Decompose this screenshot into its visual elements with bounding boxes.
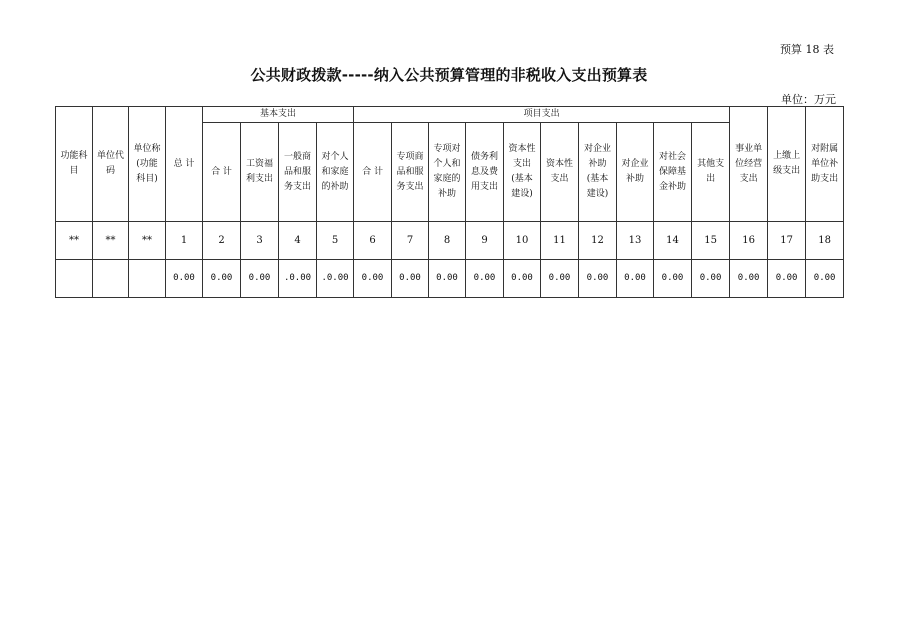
table-cell: 6 [354,222,392,260]
table-cell: 12 [579,222,617,260]
table-cell: 0.00 [579,260,617,298]
header-project-subtotal: 合 计 [354,123,392,222]
table-cell: 3 [241,222,279,260]
table-number: 预算 18 表 [780,43,834,56]
table-cell: .0.00 [317,260,354,298]
table-cell: 15 [692,222,730,260]
table-cell: 17 [768,222,806,260]
header-project-social-security: 对社会保障基金补助 [654,123,692,222]
table-cell: 10 [504,222,541,260]
table-cell: 0.00 [504,260,541,298]
page-title: 公共财政拨款-----纳入公共预算管理的非税收入支出预算表 [250,66,648,84]
table-cell: 0.00 [730,260,768,298]
table-cell: 0.00 [354,260,392,298]
table-cell: 4 [279,222,317,260]
header-project-goods: 专项商品和服务支出 [392,123,429,222]
table-cell: 0.00 [392,260,429,298]
header-business-expense: 事业单位经营支出 [730,107,768,222]
column-number-row [56,222,844,260]
header-basic-goods: 一般商品和服务支出 [279,123,317,222]
value-row [56,260,844,298]
header-unit-code: 单位代码 [93,107,129,222]
table-cell: 0.00 [166,260,203,298]
table-cell: 18 [806,222,844,260]
table-cell: .0.00 [279,260,317,298]
table-cell [56,260,93,298]
table-cell: ** [56,222,93,260]
table-cell: 5 [317,222,354,260]
unit-label: 单位：万元 [781,93,836,106]
table-cell: ** [93,222,129,260]
table-cell: 2 [203,222,241,260]
header-unit-name: 单位称(功能科目) [129,107,166,222]
table-cell: 0.00 [429,260,466,298]
header-project-personal: 专项对个人和家庭的补助 [429,123,466,222]
table-cell: 14 [654,222,692,260]
table-cell: 7 [392,222,429,260]
table-cell: 13 [617,222,654,260]
table-cell: ** [129,222,166,260]
budget-table [55,106,844,298]
table-cell: 0.00 [806,260,844,298]
table-cell [93,260,129,298]
table-cell: 0.00 [241,260,279,298]
header-project-enterprise: 对企业补助 [617,123,654,222]
header-basic-subtotal: 合 计 [203,123,241,222]
table-cell: 1 [166,222,203,260]
table-cell [129,260,166,298]
header-project-enterprise-construction: 对企业补助(基本建设) [579,123,617,222]
table-cell: 11 [541,222,579,260]
header-basic-wages: 工资福利支出 [241,123,279,222]
table-cell: 8 [429,222,466,260]
header-project-debt: 债务利息及费用支出 [466,123,504,222]
header-basic-personal: 对个人和家庭的补助 [317,123,354,222]
table-cell: 0.00 [466,260,504,298]
header-subsidiary-subsidy: 对附属单位补助支出 [806,107,844,222]
header-project-other: 其他支出 [692,123,730,222]
header-project-capital-construction: 资本性支出(基本建设) [504,123,541,222]
table-cell: 0.00 [541,260,579,298]
header-func-subject: 功能科目 [56,107,93,222]
header-project-group: 项目支出 [354,107,730,123]
table-cell: 16 [730,222,768,260]
header-remit-superior: 上缴上级支出 [768,107,806,222]
header-basic-group: 基本支出 [203,107,354,123]
table-cell: 9 [466,222,504,260]
header-total: 总 计 [166,107,203,222]
table-cell: 0.00 [654,260,692,298]
table-cell: 0.00 [768,260,806,298]
table-cell: 0.00 [692,260,730,298]
table-cell: 0.00 [203,260,241,298]
table-cell: 0.00 [617,260,654,298]
header-project-capital: 资本性支出 [541,123,579,222]
